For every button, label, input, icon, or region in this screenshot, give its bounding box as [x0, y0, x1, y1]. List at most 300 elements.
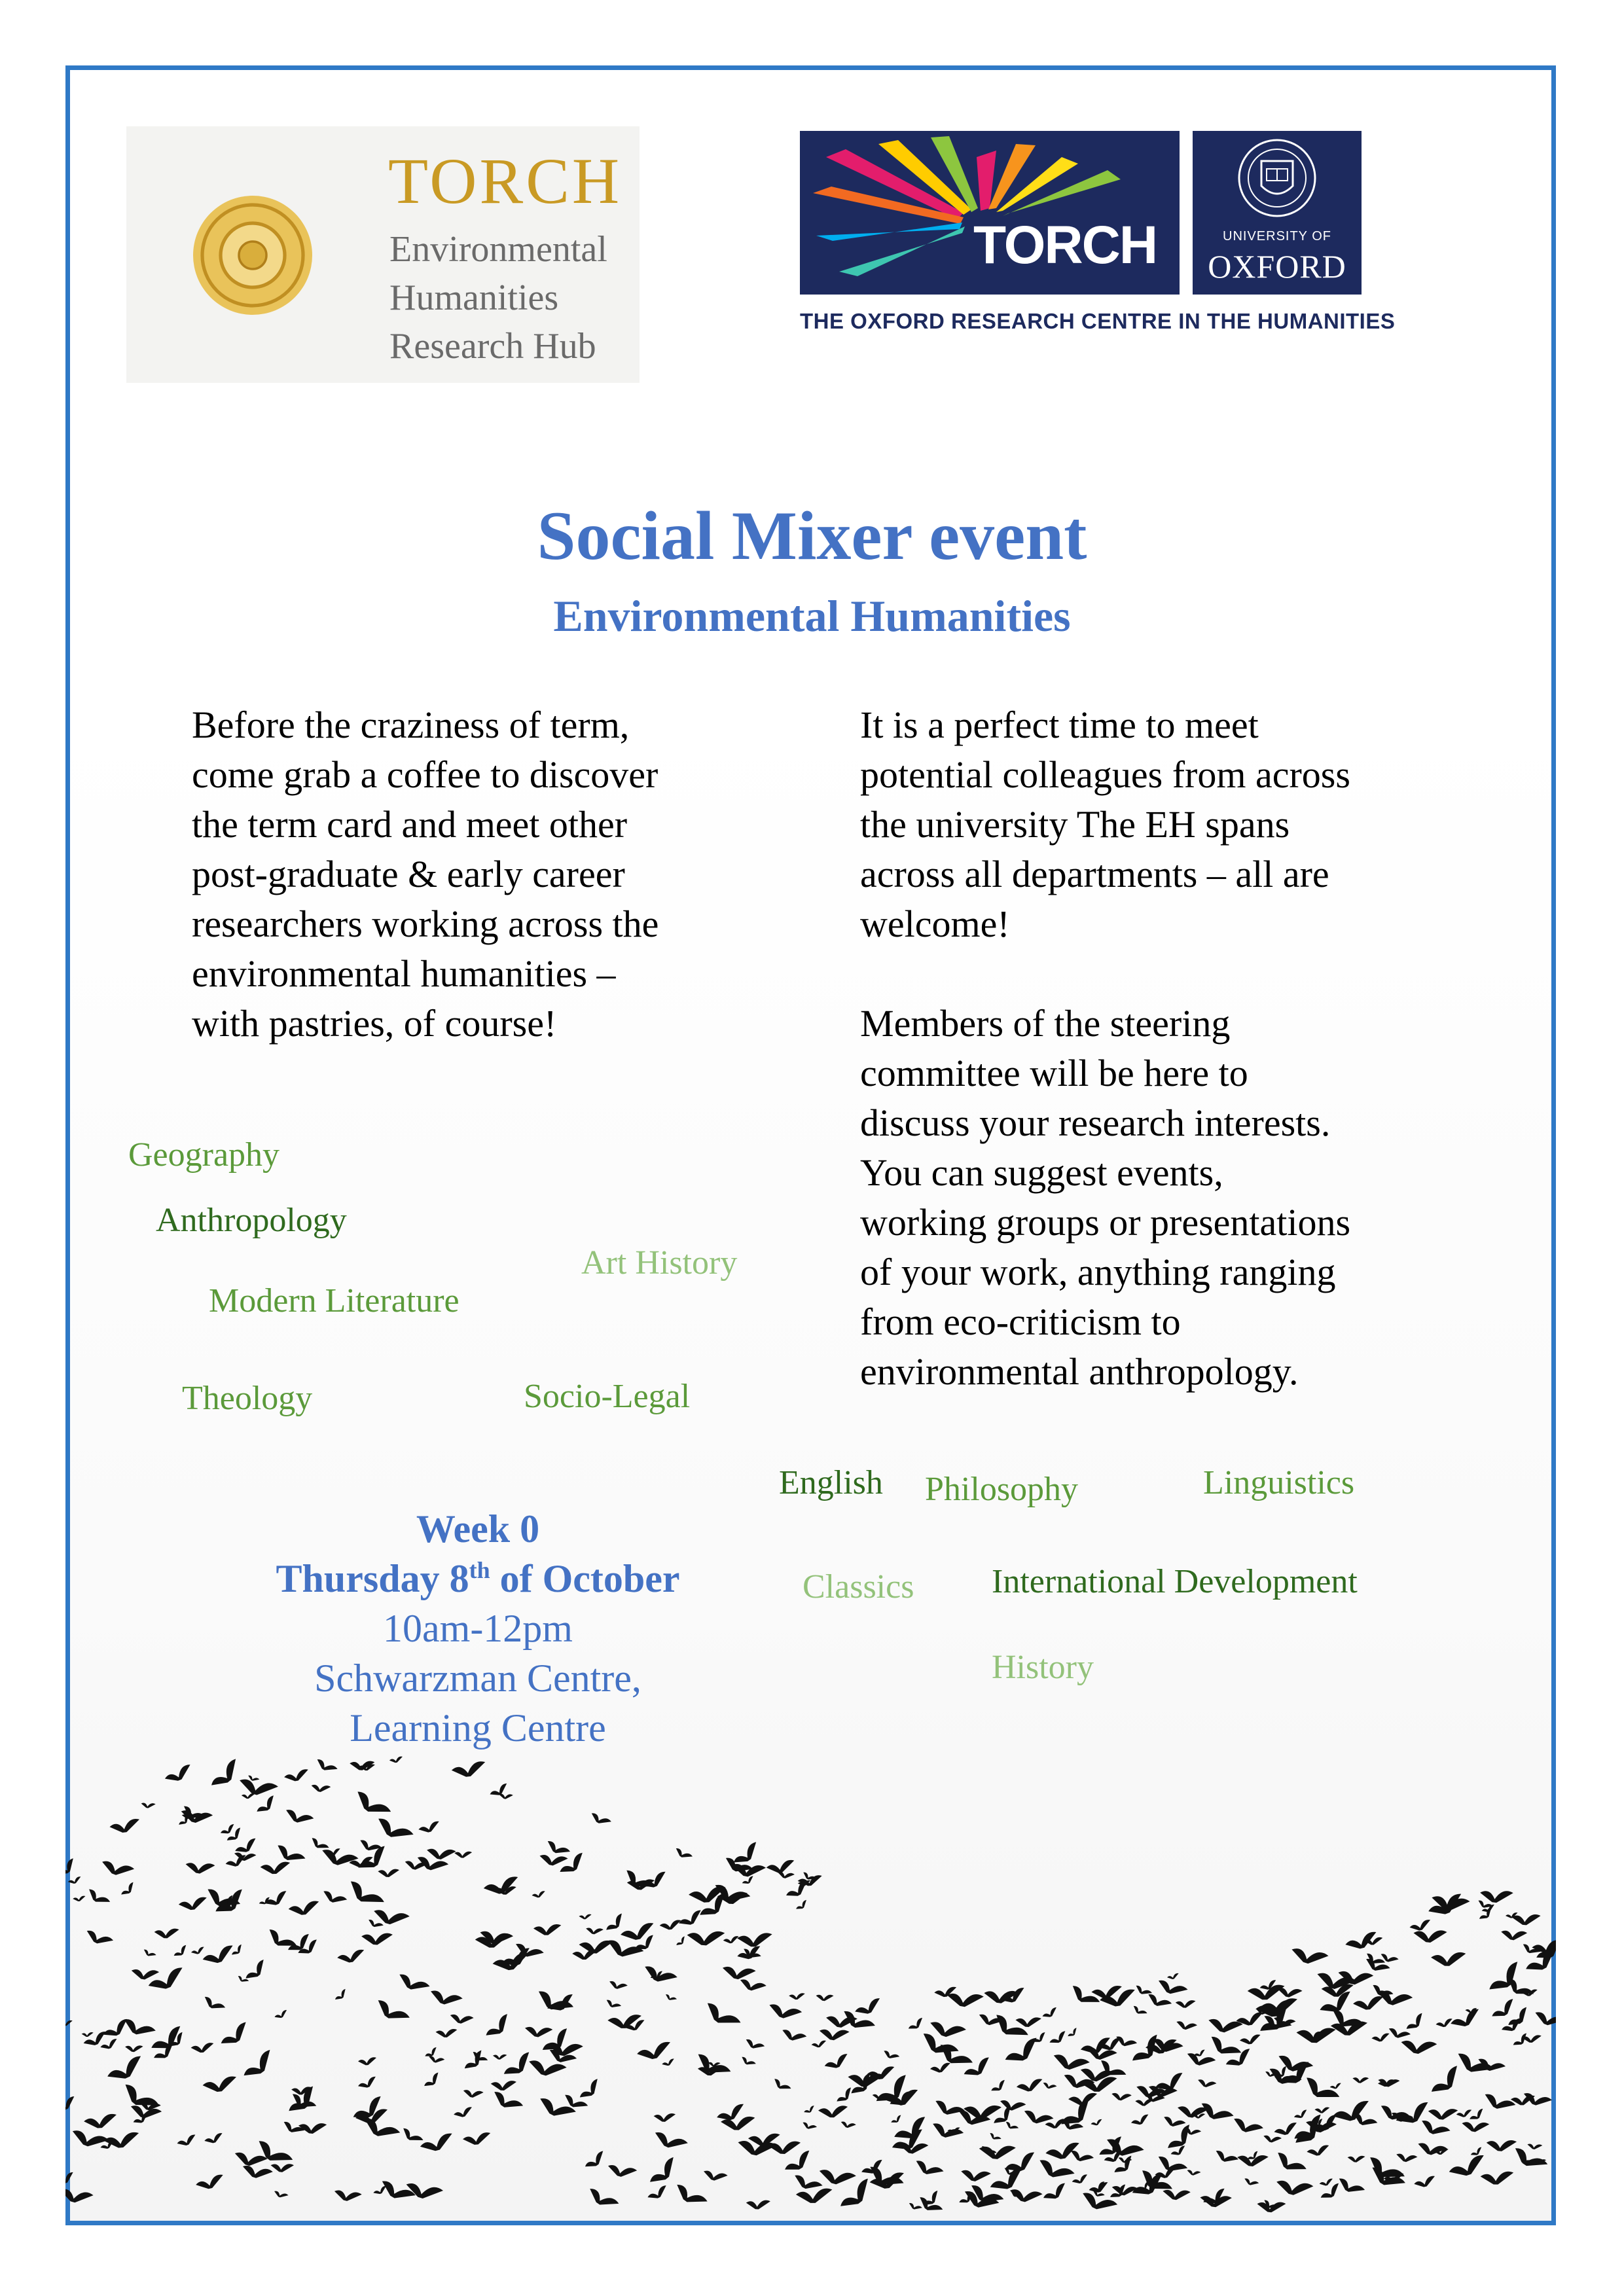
bird-silhouette	[449, 2011, 474, 2026]
bird-silhouette	[65, 2185, 94, 2207]
bird-silhouette	[178, 1897, 208, 1911]
bird-silhouette	[608, 1979, 628, 1992]
bird-silhouette	[1486, 2138, 1517, 2153]
discipline-linguistics: Linguistics	[1203, 1464, 1355, 1501]
bird-silhouette	[219, 1823, 236, 1836]
bird-silhouette	[767, 2140, 801, 2155]
bird-silhouette	[1130, 2114, 1150, 2127]
bird-silhouette	[218, 2021, 252, 2050]
committee-line: discuss your research interests.	[860, 1102, 1331, 1144]
torch-tagline: THE OXFORD RESEARCH CENTRE IN THE HUMANITIES	[800, 309, 1396, 333]
bird-silhouette	[702, 2168, 728, 2184]
bird-silhouette	[1371, 2033, 1390, 2043]
bird-silhouette	[202, 1994, 226, 2015]
bird-silhouette	[373, 1996, 410, 2028]
bird-silhouette	[1015, 2016, 1041, 2028]
bird-silhouette	[817, 2165, 856, 2189]
bird-silhouette	[978, 2143, 1016, 2161]
bird-silhouette	[274, 2009, 289, 2020]
bird-silhouette	[361, 1931, 393, 1946]
bird-silhouette	[1379, 1951, 1399, 1965]
bird-silhouette	[1239, 2034, 1261, 2045]
bird-silhouette	[334, 1988, 349, 2002]
bird-silhouette	[604, 1935, 644, 1964]
intro-line: the term card and meet other	[192, 803, 628, 846]
intro-line: environmental humanities –	[192, 952, 616, 995]
bird-silhouette	[1301, 2073, 1341, 2108]
bird-silhouette	[270, 2161, 294, 2174]
event-date-day: Thursday 8	[276, 1557, 469, 1600]
bird-silhouette	[1352, 1996, 1384, 2011]
discipline-classics: Classics	[803, 1568, 914, 1605]
bird-silhouette	[130, 1966, 159, 1982]
bird-silhouette	[606, 2161, 638, 2181]
discipline-english: English	[779, 1464, 883, 1501]
page-subtitle: Environmental Humanities	[553, 591, 1071, 641]
bird-silhouette	[1132, 2004, 1147, 2018]
bird-silhouette	[1091, 2119, 1104, 2126]
bird-silhouette	[105, 2055, 147, 2085]
bird-silhouette	[1197, 2077, 1217, 2090]
bird-silhouette	[988, 2131, 1001, 2142]
bird-silhouette	[636, 2041, 673, 2062]
bird-silhouette	[818, 2106, 848, 2117]
bird-silhouette	[195, 2174, 226, 2192]
bird-silhouette	[172, 1945, 189, 1959]
bird-silhouette	[1111, 2090, 1132, 2102]
bird-silhouette	[358, 2057, 377, 2066]
bird-silhouette	[176, 2134, 198, 2148]
bird-silhouette	[1293, 2109, 1308, 2121]
bird-silhouette	[1461, 2119, 1490, 2134]
discipline-modern-literature: Modern Literature	[209, 1282, 460, 1319]
bird-silhouette	[357, 2076, 378, 2090]
bird-silhouette	[274, 1841, 306, 1868]
welcome-line: across all departments – all are	[860, 853, 1329, 895]
bird-silhouette	[664, 1993, 677, 2003]
bird-silhouette	[1409, 1919, 1432, 1932]
bird-silhouette	[647, 2157, 681, 2189]
bird-silhouette	[1155, 1976, 1188, 2000]
bird-silhouette	[1319, 2183, 1343, 2202]
page-title: Social Mixer event	[537, 497, 1087, 574]
bird-silhouette	[1500, 1928, 1528, 1943]
bird-silhouette	[1041, 2182, 1069, 2203]
bird-silhouette	[265, 1926, 298, 1955]
bird-silhouette	[65, 1857, 79, 1878]
discipline-theology: Theology	[182, 1380, 313, 1417]
bird-silhouette	[816, 1993, 834, 2002]
bird-silhouette	[1175, 2018, 1197, 2033]
hub-logo-line-3: Research Hub	[389, 326, 596, 367]
bird-silhouette	[396, 1970, 431, 1997]
hub-logo-line-2: Humanities	[389, 278, 559, 318]
bird-silhouette	[99, 2038, 119, 2051]
bird-silhouette	[721, 1963, 756, 1983]
bird-silhouette	[1068, 1982, 1100, 2011]
bird-silhouette	[230, 1944, 245, 1957]
bird-silhouette	[202, 2076, 238, 2094]
sun-emblem-icon	[138, 141, 367, 370]
bird-silhouette	[837, 2178, 876, 2214]
event-venue-line-1: Schwarzman Centre,	[314, 1657, 641, 1700]
bird-silhouette	[190, 2043, 214, 2053]
bird-silhouette	[73, 1895, 86, 1901]
bird-silhouette	[428, 1986, 463, 2010]
bird-silhouette	[661, 2058, 676, 2068]
bird-silhouette	[586, 2184, 620, 2213]
bird-silhouette	[653, 2113, 676, 2123]
bird-silhouette	[1206, 2015, 1243, 2036]
bird-silhouette	[352, 1787, 392, 1823]
bird-silhouette	[929, 2062, 951, 2073]
bird-silhouette	[1477, 1907, 1495, 1922]
discipline-anthropology: Anthropology	[156, 1202, 347, 1239]
bird-silhouette	[1479, 1888, 1513, 1905]
bird-silhouette	[1162, 2113, 1186, 2130]
bird-silhouette	[579, 1939, 613, 1954]
bird-silhouette	[1041, 2007, 1059, 2020]
intro-line: researchers working across the	[192, 903, 659, 945]
bird-silhouette	[534, 1986, 574, 2018]
bird-silhouette	[1048, 2030, 1068, 2046]
bird-silhouette	[283, 1768, 310, 1783]
bird-silhouette	[493, 2053, 507, 2060]
bird-silhouette	[1231, 2114, 1264, 2138]
bird-silhouette	[240, 2049, 278, 2082]
bird-silhouette	[1418, 2117, 1451, 2141]
bird-silhouette	[1236, 2152, 1269, 2168]
bird-silhouette	[208, 1758, 244, 1791]
bird-silhouette	[501, 2051, 535, 2081]
bird-silhouette	[1399, 2036, 1437, 2057]
committee-line: from eco-criticism to	[860, 1300, 1181, 1343]
bird-silhouette	[1099, 1988, 1137, 2008]
bird-silhouette	[1314, 1968, 1356, 1995]
bird-silhouette	[835, 2087, 855, 2106]
discipline-geography: Geography	[128, 1136, 280, 1174]
bird-silhouette	[738, 1976, 767, 1995]
bird-silhouette	[577, 2078, 604, 2102]
bird-silhouette	[532, 1891, 546, 1899]
bird-silhouette	[490, 2079, 516, 2091]
bird-silhouette	[1186, 2168, 1200, 2178]
bird-silhouette	[1042, 2081, 1057, 2091]
bird-silhouette	[389, 1756, 403, 1763]
welcome-line: It is a perfect time to meet	[860, 704, 1259, 746]
bird-silhouette	[490, 2087, 524, 2115]
bird-silhouette	[124, 2044, 143, 2053]
bird-silhouette	[1526, 2142, 1542, 2151]
bird-silhouette	[1395, 2151, 1417, 2165]
bird-silhouette	[119, 1882, 137, 1897]
welcome-paragraph	[860, 700, 1350, 949]
bird-silhouette	[686, 1929, 725, 1946]
bird-silhouette	[675, 1936, 687, 1947]
bird-silhouette	[1431, 1952, 1466, 1966]
bird-silhouette	[225, 1827, 244, 1844]
bird-silhouette	[1482, 2090, 1516, 2115]
bird-silhouette	[453, 2107, 474, 2119]
bird-silhouette	[589, 1810, 611, 1829]
bird-silhouette	[419, 2132, 456, 2154]
torch-oxford-logo	[800, 131, 1396, 367]
bird-silhouette	[65, 2172, 76, 2187]
bird-silhouette	[1273, 2122, 1299, 2138]
bird-silhouette	[314, 1756, 338, 1776]
event-date	[196, 1554, 759, 1604]
bird-silhouette	[261, 1861, 291, 1874]
bird-silhouette	[1243, 2176, 1259, 2188]
bird-silhouette	[355, 1845, 391, 1874]
bird-silhouette	[1214, 2147, 1239, 2167]
bird-silhouette	[604, 1913, 627, 1934]
bird-silhouette	[960, 2166, 991, 2184]
bird-silhouette	[930, 2119, 964, 2144]
bird-silhouette	[741, 1876, 755, 1886]
committee-line: Members of the steering	[860, 1002, 1231, 1045]
bird-silhouette	[1004, 2120, 1019, 2132]
bird-silhouette	[796, 2189, 833, 2203]
bird-silhouette	[255, 1795, 279, 1816]
bird-silhouette	[916, 2194, 943, 2217]
bird-flock-illustration	[65, 1741, 1556, 2225]
bird-silhouette	[462, 2132, 491, 2146]
bird-silhouette	[782, 2149, 815, 2176]
bird-silhouette	[483, 2013, 514, 2041]
bird-silhouette	[1068, 2093, 1098, 2106]
bird-silhouette	[579, 1914, 591, 1920]
bird-silhouette	[744, 2037, 765, 2053]
intro-paragraph	[192, 700, 659, 1049]
welcome-line: the university The EH spans	[860, 803, 1290, 846]
welcome-line: welcome!	[860, 903, 1010, 945]
bird-silhouette	[659, 1920, 682, 1931]
bird-silhouette	[425, 1845, 456, 1861]
bird-silhouette	[400, 2125, 424, 2147]
bird-silhouette	[803, 2106, 816, 2115]
bird-silhouette	[241, 2162, 274, 2183]
bird-silhouette	[789, 1993, 805, 2000]
bird-silhouette	[538, 1852, 568, 1869]
bird-silhouette	[646, 2185, 670, 2202]
bird-silhouette	[1274, 2176, 1314, 2200]
bird-silhouette	[1166, 1973, 1180, 1980]
bird-silhouette	[1413, 2176, 1437, 2189]
bird-silhouette	[1135, 2098, 1153, 2107]
bird-silhouette	[1336, 2175, 1365, 2199]
bird-silhouette	[225, 1854, 248, 1869]
bird-silhouette	[69, 2125, 109, 2153]
university-of-label: UNIVERSITY OF	[1223, 229, 1331, 243]
bird-silhouette	[1198, 2098, 1235, 2126]
bird-silhouette	[163, 1764, 194, 1785]
intro-line: with pastries, of course!	[192, 1002, 557, 1045]
bird-silhouette	[273, 2189, 289, 2200]
bird-silhouette	[1428, 2106, 1458, 2121]
discipline-socio-legal: Socio-Legal	[524, 1378, 691, 1415]
bird-silhouette	[298, 2121, 327, 2135]
bird-silhouette	[283, 1806, 314, 1828]
bird-silhouette	[1347, 2155, 1365, 2163]
bird-silhouette	[557, 1852, 588, 1878]
bird-silhouette	[120, 2015, 156, 2041]
bird-silhouette	[1275, 2051, 1313, 2077]
event-week: Week 0	[416, 1507, 540, 1551]
bird-silhouette	[84, 1927, 114, 1950]
bird-silhouette	[740, 2054, 756, 2068]
bird-silhouette	[1307, 2145, 1330, 2157]
bird-silhouette	[482, 1876, 520, 1896]
bird-silhouette	[374, 1814, 414, 1846]
bird-silhouette	[201, 1945, 236, 1967]
committee-line: working groups or presentations	[860, 1201, 1351, 1244]
bird-silhouette	[1511, 2144, 1549, 2176]
bird-silhouette	[854, 1998, 884, 2018]
bird-silhouette	[109, 1818, 141, 1834]
bird-silhouette	[451, 1761, 486, 1778]
bird-silhouette	[185, 1859, 215, 1876]
bird-silhouette	[585, 1926, 604, 1935]
bird-silhouette	[737, 1933, 772, 1947]
committee-line: committee will be here to	[860, 1052, 1248, 1094]
bird-silhouette	[242, 1793, 255, 1799]
event-date-month: of October	[490, 1557, 680, 1600]
bird-silhouette	[1314, 2107, 1329, 2113]
bird-silhouette	[767, 2000, 802, 2023]
bird-silhouette	[1016, 2079, 1044, 2094]
bird-silhouette	[67, 1876, 82, 1886]
discipline-art-history: Art History	[581, 1244, 738, 1282]
discipline-history: History	[992, 1649, 1094, 1686]
welcome-line: potential colleagues from across	[860, 753, 1350, 796]
bird-silhouette	[791, 2171, 823, 2195]
bird-silhouette	[378, 1868, 399, 1878]
intro-line: post-graduate & early career	[192, 853, 625, 895]
committee-line: environmental anthropology.	[860, 1350, 1299, 1393]
bird-silhouette	[1290, 1944, 1329, 1969]
bird-silhouette	[204, 2132, 224, 2145]
torch-logo-wordmark: TORCH	[973, 215, 1157, 275]
bird-silhouette	[367, 1918, 384, 1931]
bird-silhouette	[1428, 2065, 1465, 2098]
bird-silhouette	[190, 1946, 206, 1956]
bird-silhouette	[818, 2026, 850, 2043]
bird-silhouette	[1162, 2187, 1191, 2202]
oxford-wordmark: OXFORD	[1208, 248, 1346, 285]
bird-silhouette	[674, 1846, 693, 1862]
bird-silhouette	[746, 2198, 770, 2210]
intro-line: come grab a coffee to discover	[192, 753, 659, 796]
bird-silhouette	[823, 2053, 850, 2072]
bird-silhouette	[1045, 2119, 1066, 2129]
bird-silhouette	[310, 1782, 331, 1793]
bird-silhouette	[1454, 2048, 1495, 2081]
bird-silhouette	[141, 1801, 156, 1810]
bird-silhouette	[281, 2119, 305, 2138]
bird-silhouette	[780, 2026, 807, 2045]
discipline-international-development: International Development	[992, 1563, 1358, 1600]
hub-logo	[126, 126, 640, 383]
hub-logo-name: TORCH	[388, 145, 623, 217]
bird-silhouette	[99, 1857, 135, 1880]
event-date-ordinal: th	[469, 1557, 490, 1583]
discipline-philosophy: Philosophy	[925, 1471, 1079, 1508]
bird-silhouette	[418, 1821, 441, 1835]
bird-silhouette	[840, 2119, 856, 2130]
bird-silhouette	[1071, 2174, 1089, 2186]
bird-silhouette	[154, 1928, 179, 1939]
bird-silhouette	[946, 1989, 984, 2009]
bird-silhouette	[672, 2180, 708, 2212]
bird-silhouette	[999, 2097, 1026, 2113]
bird-silhouette	[702, 1998, 742, 2034]
bird-silhouette	[82, 2032, 94, 2037]
bird-silhouette	[1352, 2075, 1369, 2084]
bird-silhouette	[1532, 2008, 1556, 2030]
bird-silhouette	[811, 2040, 827, 2048]
bird-silhouette	[1067, 2028, 1079, 2039]
bird-silhouette	[345, 1876, 385, 1913]
bird-silhouette	[913, 2157, 945, 2181]
bird-silhouette	[462, 2087, 484, 2100]
bird-silhouette	[933, 2096, 965, 2121]
bird-silhouette	[991, 2010, 1029, 2045]
bird-silhouette	[1263, 2133, 1282, 2145]
bird-silhouette	[908, 2201, 923, 2212]
torch-logo-box	[800, 131, 1180, 295]
bird-silhouette	[65, 2096, 78, 2114]
bird-silhouette	[288, 1901, 320, 1916]
bird-silhouette	[545, 1838, 571, 1859]
bird-silhouette	[1456, 2109, 1473, 2118]
bird-silhouette	[677, 1909, 704, 1929]
bird-silhouette	[336, 1949, 365, 1964]
bird-silhouette	[605, 1998, 622, 2011]
bird-silhouette	[1146, 1991, 1172, 2012]
bird-silhouette	[723, 1936, 739, 1945]
bird-silhouette	[652, 2128, 689, 2155]
bird-silhouette	[1329, 2083, 1342, 2090]
bird-silhouette	[321, 1888, 348, 1908]
bird-silhouette	[801, 2120, 817, 2132]
bird-silhouette	[795, 1899, 809, 1911]
bird-silhouette	[333, 2187, 363, 2204]
bird-silhouette	[524, 2024, 552, 2039]
bird-silhouette	[1449, 2008, 1483, 2030]
bird-silhouette	[378, 2176, 416, 2207]
bird-silhouette	[890, 2115, 903, 2125]
bird-silhouette	[454, 1850, 473, 1859]
bird-silhouette	[1435, 2018, 1454, 2029]
bird-silhouette	[1480, 2171, 1513, 2185]
bird-silhouette	[142, 1948, 156, 1960]
bird-silhouette	[435, 2028, 457, 2037]
bird-silhouette	[86, 1886, 111, 1909]
bird-silhouette	[1506, 2007, 1532, 2030]
bird-silhouette	[84, 2113, 118, 2129]
bird-silhouette	[990, 2079, 1008, 2094]
bird-silhouette	[1175, 2000, 1195, 2009]
event-details	[196, 1504, 759, 1753]
bird-silhouette	[882, 2049, 900, 2062]
bird-silhouette	[907, 2017, 926, 2032]
bird-silhouette	[65, 2020, 73, 2026]
oxford-logo-box	[1193, 131, 1362, 295]
bird-silhouette	[1416, 2139, 1447, 2159]
bird-silhouette	[533, 1924, 562, 1935]
bird-silhouette	[1036, 2155, 1075, 2185]
